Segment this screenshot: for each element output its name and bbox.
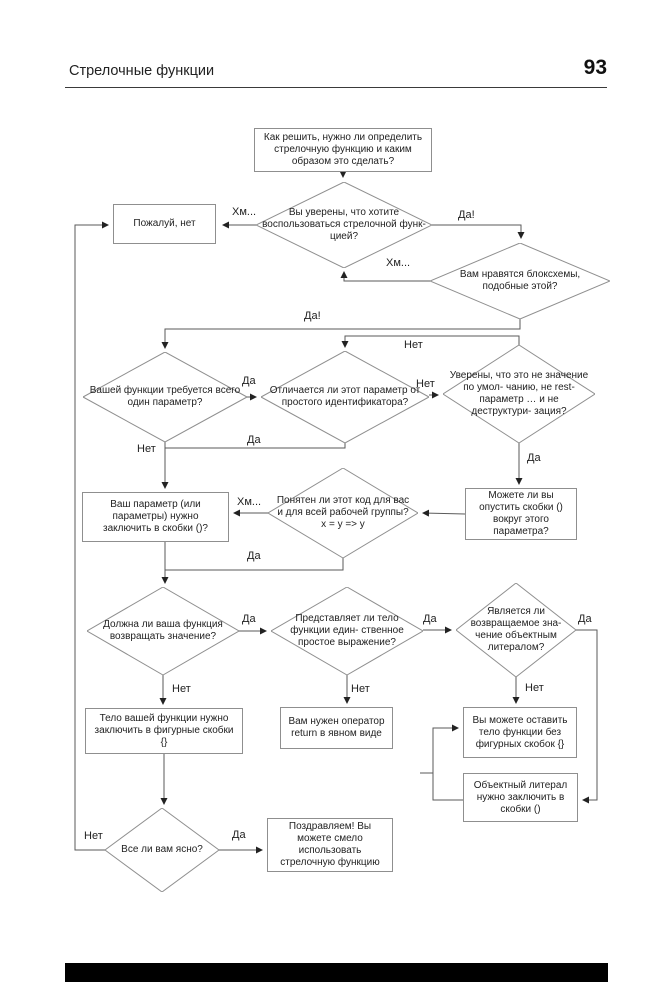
page-bottom-bar <box>65 963 608 982</box>
node-need-return-text: Вам нужен оператор return в явном виде <box>288 716 385 739</box>
decision-returns-value <box>87 587 239 675</box>
page-header-title: Стрелочные функции <box>69 63 215 79</box>
label-final-no: Нет <box>84 830 103 842</box>
label-flow-hmm: Хм... <box>386 257 411 269</box>
node-start-text: Как решить, нужно ли определить стрелочную функцию и каким образом это сделать? <box>263 132 423 167</box>
decision-single-expression-text: Представляет ли тело функции един- ственное простое выражение? <box>290 613 404 648</box>
label-sure-no: Хм... <box>232 206 257 218</box>
decision-one-param <box>83 352 247 442</box>
label-ret-yes: Да <box>242 613 256 625</box>
decision-all-clear <box>105 808 219 892</box>
decision-sure-arrow-fn-text: Вы уверены, что хотите воспользоваться стрелочной функ- цией? <box>262 207 426 242</box>
decision-like-flowcharts <box>430 243 610 319</box>
edge-objparens-to-nobraces <box>433 728 463 800</box>
decision-returns-value-text: Должна ли ваша функция возвращать значение? <box>103 619 223 642</box>
decision-code-clear-code: x = y => y <box>321 519 365 530</box>
label-flow-yes: Да! <box>304 310 321 322</box>
decision-one-param-text: Вашей функции требуется всего один параметр? <box>89 385 241 408</box>
node-need-braces <box>85 708 243 754</box>
decision-object-literal-text: Является ли возвращаемое зна- чение объектным литералом? <box>470 606 562 653</box>
decision-code-clear-question: Понятен ли этот код для вас и для всей рабочей группы? <box>276 495 410 518</box>
node-congrats-text: Поздравляем! Вы можете смело использовать стрелочную функцию <box>280 821 380 868</box>
node-objlit-parens <box>463 773 578 822</box>
label-clear-hmm: Хм... <box>237 496 262 508</box>
decision-all-clear-text: Все ли вам ясно? <box>121 844 203 855</box>
node-perhaps-not <box>113 204 216 244</box>
edge-sure-to-flow <box>432 225 521 238</box>
decision-single-expression <box>271 587 423 675</box>
node-omit-parens-text: Можете ли вы опустить скобки () вокруг этого параметра? <box>479 490 563 537</box>
decision-object-literal <box>456 583 576 677</box>
label-objlit-yes: Да <box>578 613 592 625</box>
decision-not-default-rest-text: Уверены, что это не значение по умол- чанию, не rest-параметр … и не деструктури- зация? <box>449 370 589 417</box>
decision-code-clear <box>268 468 418 558</box>
node-no-braces-text: Вы можете оставить тело функции без фигурных скобок {} <box>472 714 568 750</box>
node-need-return <box>280 707 393 749</box>
edge-objlit-to-objparens <box>576 630 597 800</box>
label-final-yes: Да <box>232 829 246 841</box>
label-diff-yes: Да <box>247 434 261 446</box>
decision-not-default-rest <box>443 345 595 443</box>
node-objlit-parens-text: Объектный литерал нужно заключить в скобки () <box>473 779 568 815</box>
edge-flow-to-one <box>165 319 520 348</box>
label-one-yes: Да <box>242 375 256 387</box>
node-omit-parens <box>465 488 577 540</box>
label-single-yes: Да <box>423 613 437 625</box>
edge-omit-to-clear <box>423 513 465 514</box>
node-start <box>254 128 432 172</box>
node-no-braces <box>463 707 577 758</box>
label-skip-net: Нет <box>404 339 423 351</box>
decision-code-clear-text <box>268 495 418 531</box>
label-ret-no: Нет <box>172 683 191 695</box>
decision-sure-arrow-fn <box>256 182 432 268</box>
label-diff-no: Нет <box>416 378 435 390</box>
node-wrap-parens <box>82 492 229 542</box>
label-sure2-yes: Да <box>527 452 541 464</box>
node-need-braces-text: Тело вашей функции нужно заключить в фигурные скобки {} <box>94 713 234 748</box>
node-wrap-parens-text: Ваш параметр (или параметры) нужно заключить в скобки ()? <box>103 499 208 534</box>
node-congrats <box>267 818 393 872</box>
label-single-no: Нет <box>351 683 370 695</box>
decision-like-flowcharts-text: Вам нравятся блоксхемы, подобные этой? <box>459 269 581 292</box>
label-clear-yes: Да <box>247 550 261 562</box>
page-number: 93 <box>583 56 607 79</box>
label-sure-yes: Да! <box>458 209 475 221</box>
label-objlit-no: Нет <box>525 682 544 694</box>
label-one-no: Нет <box>137 443 156 455</box>
edge-flow-to-sure <box>344 272 430 281</box>
decision-differs-identifier <box>261 351 429 443</box>
node-perhaps-not-text: Пожалуй, нет <box>133 218 196 229</box>
decision-differs-identifier-text: Отличается ли этот параметр от простого идентификатора? <box>269 385 421 408</box>
